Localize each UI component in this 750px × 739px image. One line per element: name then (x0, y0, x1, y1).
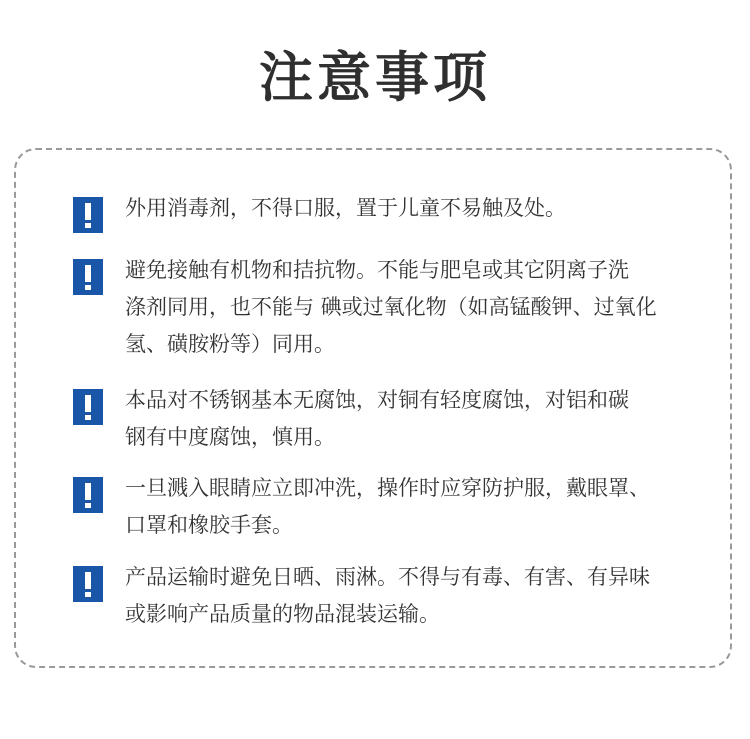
exclamation-icon (73, 389, 103, 425)
notice-line: 或影响产品质量的物品混装运输。 (125, 602, 440, 626)
notice-line: 产品运输时避免日晒、雨淋。不得与有毒、有害、有异味 (125, 565, 650, 589)
notice-line: 一旦溅入眼睛应立即冲洗，操作时应穿防护服，戴眼罩、 (125, 476, 650, 500)
notice-line: 氢、磺胺粉等）同用。 (125, 332, 335, 356)
notice-text (125, 382, 690, 456)
notice-line: 口罩和橡胶手套。 (125, 513, 293, 537)
notice-line: 避免接触有机物和拮抗物。不能与肥皂或其它阴离子洗 (125, 258, 629, 282)
notice-line: 外用消毒剂，不得口服，置于儿童不易触及处。 (125, 196, 566, 220)
exclamation-icon (73, 477, 103, 513)
page-title: 注意事项 (259, 46, 491, 109)
notice-line: 涤剂同用，也不能与 碘或过氧化物（如高锰酸钾、过氧化 (125, 295, 657, 319)
exclamation-icon (73, 566, 103, 602)
notice-line: 钢有中度腐蚀，慎用。 (125, 425, 335, 449)
exclamation-icon (73, 197, 103, 233)
notice-line: 本品对不锈钢基本无腐蚀，对铜有轻度腐蚀，对铝和碳 (125, 388, 629, 412)
exclamation-icon (73, 259, 103, 295)
notice-text (125, 190, 690, 227)
notice-text (125, 559, 690, 633)
notice-text (125, 252, 690, 363)
notice-text (125, 470, 690, 544)
